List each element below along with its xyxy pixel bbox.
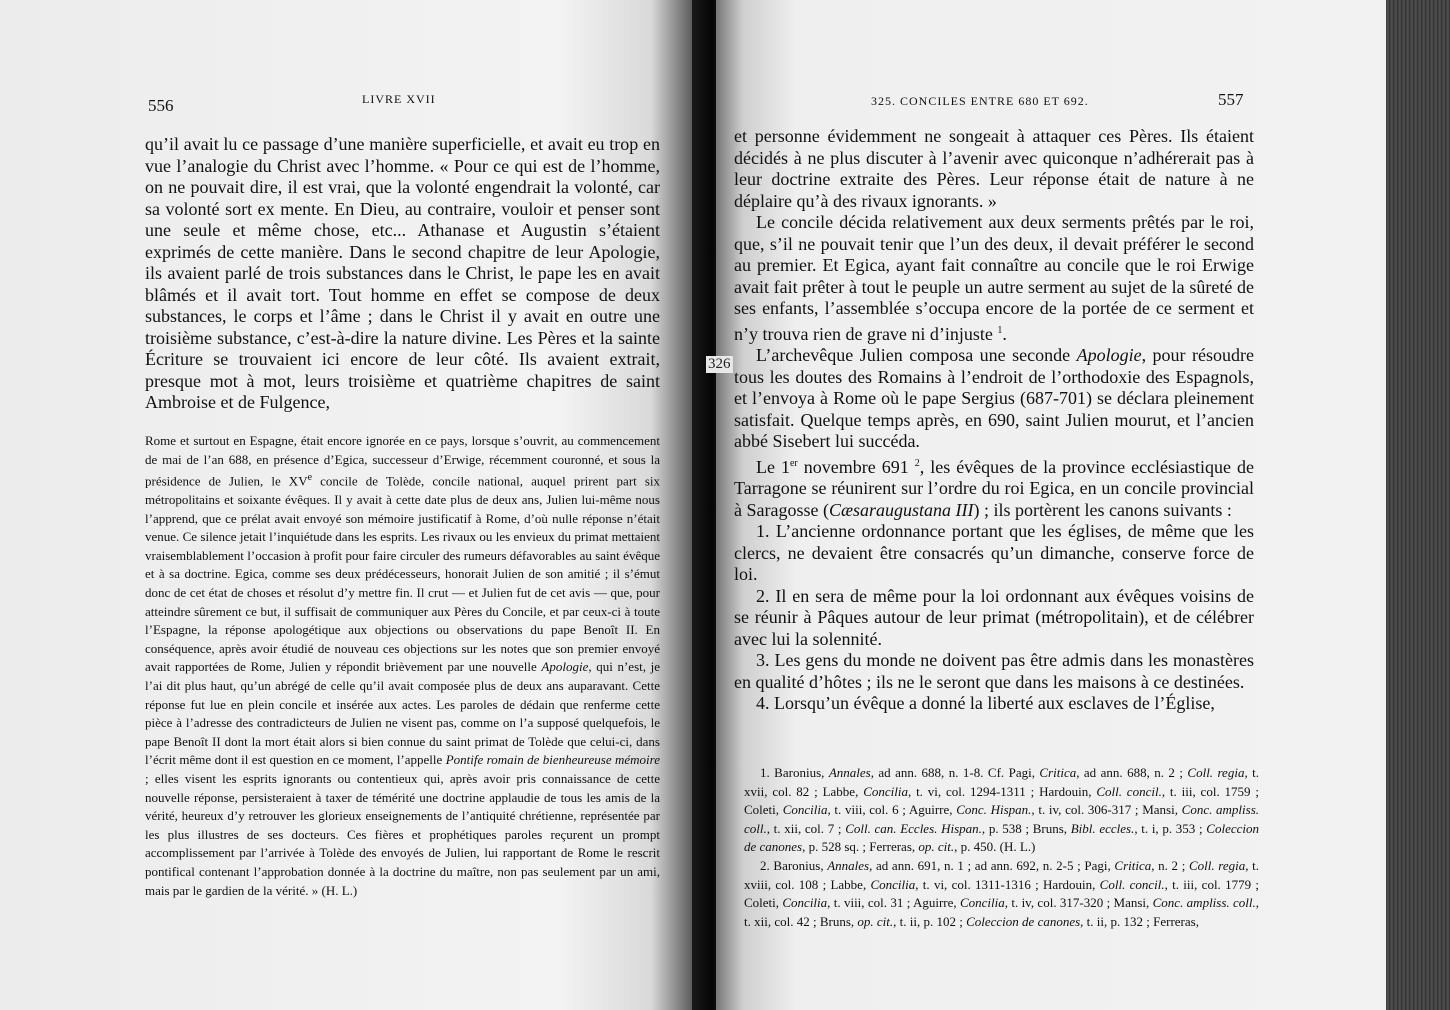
left-body-text bbox=[145, 134, 660, 414]
right-paragraph-4: Le 1er novembre 691 $^2$, les évêques de la province ecclésiastique de Tarragone se réunirent sur l’ordre du roi Egica, en un concile provincial à Saragosse (Cæsaraugustana III) ; ils portèrent les canons suivants : bbox=[734, 456, 1255, 520]
right-page bbox=[716, 0, 1386, 1010]
footnote-1: 1. Baronius, Annales, ad ann. 688, n. 1-8. Cf. Pagi, Critica, ad ann. 688, n. 2 ; Coll. regia, t. xvii, col. 82 ; Labbe, Concilia, t. vi, col. 1294-1311 ; Hardouin, Coll. concil., t. iii, col. 1759 ; Coleti, Concilia, t. viii, col. 6 ; Aguirre, Conc. Hispan., t. iv, col. 306-317 ; Mansi, Conc. ampliss. coll., t. xii, col. 7 ; Coll. can. Eccles. Hispan., p. 538 ; Bruns, Bibl. eccles., t. i, p. 353 ; Coleccion de canones, p. 528 sq. ; Ferreras, op. cit., p. 450. (H. L.) bbox=[744, 765, 1260, 855]
left-note-paragraph: Rome et surtout en Espagne, était encore ignorée en ce pays, lorsque s’ouvrit, au commencement de mai de l’an 688, en présence d’Egica, successeur d’Erwige, récemment couronné, et sous la présidence de Julien, le XVe concile de Tolède, concile national, auquel prirent part six métropolitains et soixante évêques. Il y avait à cette date plus de deux ans, Julien lui-même nous l’apprend, que ce prélat avait envoyé son mémoire justificatif à Rome, d’où nulle réponse n’était venue. Ce silence jetait l’inquiétude dans les esprits. Les rivaux ou les envieux du primat mettaient vraisemblablement l’occasion à profit pour faire circuler des rumeurs défavorables au saint évêque et à sa doctrine. Egica, comme ses deux prédécesseurs, honorait Julien de son amitié ; il s’émut donc de cet état de choses et résolut d’y mettre fin. Il crut — et Julien fut de cet avis — que, pour atteindre sûrement ce but, il suffisait de communiquer aux Pères du Concile, et par ceux-ci à toute l’Espagne, la réponse apologétique aux objections ou observations du pape Benoît II. En conséquence, après avoir étudié de nouveau ces objections sur les notes que son premier envoyé avait rapportées de Rome, Julien y répondit brièvement par une nouvelle Apologie, qui n’est, je l’ai dit plus haut, qu’un abrégé de celle qu’il avait composée plus de deux ans auparavant. Cette réponse fut lue en plein concile et insérée aux actes. Les paroles de dédain que renferme cette pièce à l’adresse des contradicteurs de Julien ne visent pas, comme on l’a supposé quelquefois, le pape Benoît II dont la mort était alors si bien connue du saint primat de Tolède que celui-ci, dans l’écrit même dont il est question en ce moment, l’appelle Pontife romain de bienheureuse mémoire ; elles visent les esprits ignorants ou contentieux qui, après avoir pris connaissance de cette nouvelle réponse, persisteraient à taxer de témérité une doctrine applaudie de tous les amis de la vérité, heureux d’y retrouver les glorieux enseignements de l’antiquité chrétienne, représentée par les plus illustres de ses docteurs. Ces fières et prophétiques paroles reçurent un prompt accomplissement par l’arrivée à Tolède des envoyés de Julien, lui rapportant de Rome le rescrit pontifical contenant l’approbation donnée à la doctrine du maître, non pas seulement par un ami, mais par le gardien de la vérité. » (H. L.) bbox=[145, 433, 661, 898]
right-paragraph-1: et personne évidemment ne songeait à attaquer ces Pères. Ils étaient décidés à ne plus discuter à l’avenir avec quiconque n’adhérerait pas à leur doctrine extraite des Pères. Leur réponse était de nature à ne déplaire qu’à des rivaux ignorants. » bbox=[734, 126, 1254, 211]
running-head-left: LIVRE XVII bbox=[362, 92, 436, 106]
book-edge bbox=[1386, 0, 1450, 1010]
canon-4: 4. Lorsqu’un évêque a donné la liberté aux esclaves de l’Église, bbox=[756, 693, 1215, 713]
canon-2: 2. Il en sera de même pour la loi ordonnant aux évêques voisins de se réunir à Pâques autour de leur primat (métropolitain), et de célébrer avec lui la solennité. bbox=[734, 585, 1254, 649]
left-note-block bbox=[145, 432, 660, 900]
right-paragraph-2: Le concile décida relativement aux deux serments prêtés par le roi, que, s’il ne pouvait tenir que l’un des deux, il devait préférer le second au premier. Et Egica, ayant fait connaître au concile que le roi Erwige avait fait prêter à tout le peuple un autre serment au sujet de la sûreté de ses enfants, l’assemblée s’occupa encore de la portée de ce serment et n’y trouva rien de grave ni d’injuste $^1$. bbox=[734, 212, 1254, 344]
footnote-2: 2. Baronius, Annales, ad ann. 691, n. 1 ; ad ann. 692, n. 2-5 ; Pagi, Critica, n. 2 ; Coll. regia, t. xviii, col. 108 ; Labbe, Concilia, t. vi, col. 1311-1316 ; Hardouin, Coll. concil., t. iii, col. 1779 ; Coleti, Concilia, t. viii, col. 31 ; Aguirre, Concilia, t. iv, col. 317-320 ; Mansi, Conc. ampliss. coll., t. xii, col. 42 ; Bruns, op. cit., t. ii, p. 102 ; Coleccion de canones, t. ii, p. 132 ; Ferreras, bbox=[744, 857, 1259, 929]
left-body-paragraph: qu’il avait lu ce passage d’une manière superficielle, et avait eu trop en vue l’analogie du Christ avec l’homme. « Pour ce qui est de l’homme, on ne pouvait dire, il est vrai, que la volonté engendrait la volonté, car sa volonté sort ex mente. En Dieu, au contraire, vouloir et penser sont une seule et même chose, etc... Athanase et Augustin s’étaient exprimés de cette manière. Dans le second chapitre de leur Apologie, ils avaient parlé de trois substances dans le Christ, le pape les en avait blâmés et il avait tort. Tout homme en effet se compose de deux substances, le corps et l’âme ; dans le Christ il y avait en outre une troisième substance, c’est-à-dire la nature divine. Les Pères et la sainte Écriture se trouvaient ici encore de leur côté. Ils avaient extrait, presque mot à mot, leurs troisième et quatrième chapitres de saint Ambroise et de Fulgence, bbox=[145, 134, 660, 412]
right-paragraph-3: L’archevêque Julien composa une seconde Apologie, pour résoudre tous les doutes des Romains à l’endroit de l’orthodoxie des Espagnols, et l’envoya à Rome où le pape Sergius (687-701) se déclara pleinement satisfait. Quelque temps après, en 690, saint Julien mourut, et l’ancien abbé Sisebert lui succéda. bbox=[734, 345, 1254, 451]
page-number-left: 556 bbox=[148, 96, 174, 115]
right-body-text bbox=[734, 126, 1254, 715]
left-page bbox=[0, 0, 700, 1010]
right-footnotes bbox=[744, 764, 1259, 931]
canon-1: 1. L’ancienne ordonnance portant que les églises, de même que les clercs, ne devaient être consacrés qu’un dimanche, conserve force de loi. bbox=[734, 521, 1254, 584]
page-number-right: 557 bbox=[1218, 90, 1244, 109]
canon-3: 3. Les gens du monde ne doivent pas être admis dans les monastères en qualité d’hôtes ; ils ne le seront que dans les maisons à ce destinées. bbox=[734, 650, 1254, 692]
margin-page-reference: 326 bbox=[708, 356, 731, 372]
running-head-right: 325. CONCILES ENTRE 680 ET 692. bbox=[871, 94, 1089, 108]
